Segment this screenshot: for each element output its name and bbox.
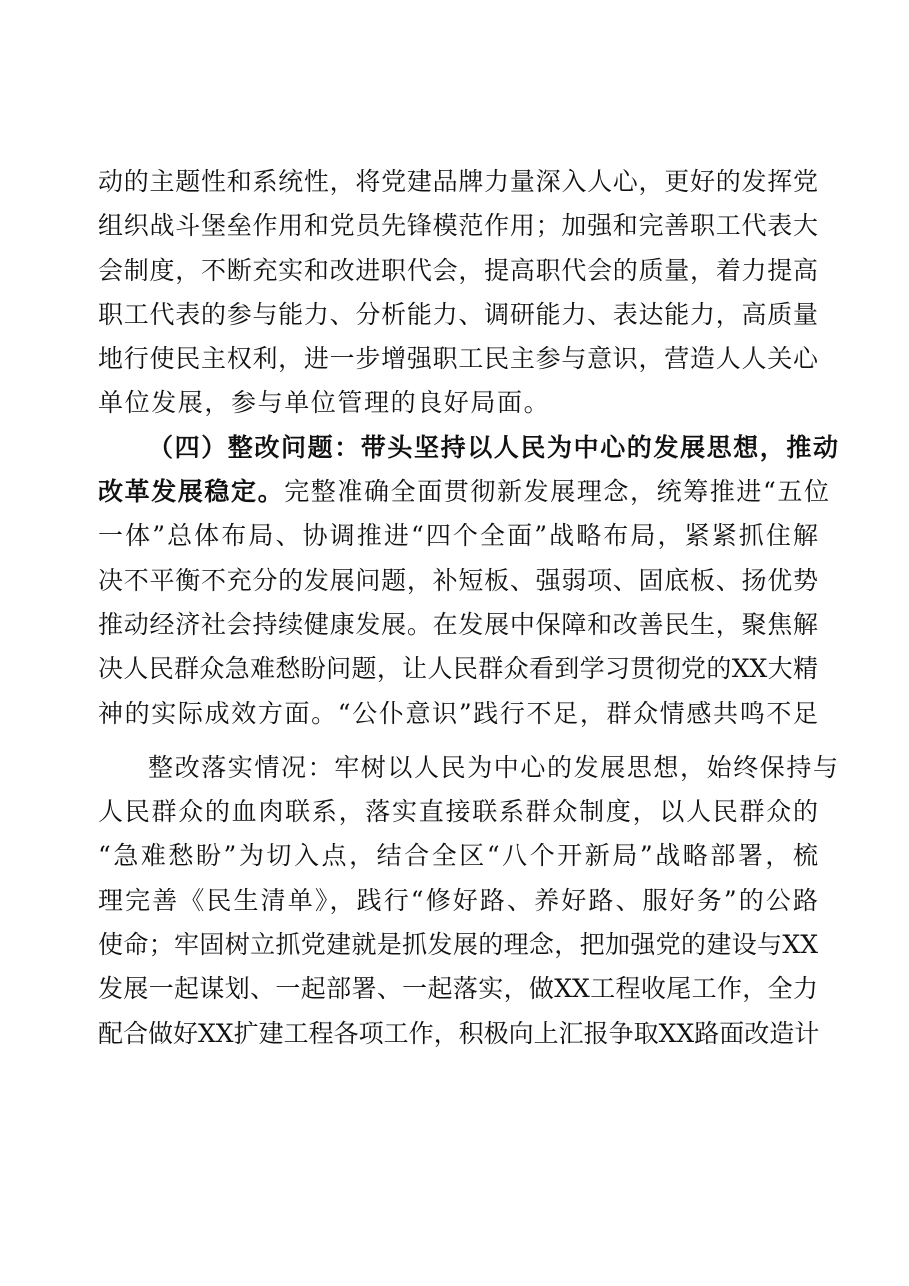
- text-line: 决不平衡不充分的发展问题，补短板、强弱项、固底板、扬优势: [98, 565, 818, 595]
- text-line: 理完善《民生清单》，践行“修好路、养好路、服好务”的公路: [98, 885, 818, 915]
- text-line: “急难愁盼”为切入点，结合全区“八个开新局”战略部署，梳: [98, 841, 818, 871]
- document-body: [98, 160, 840, 1056]
- text-line: 推动经济社会持续健康发展。在发展中保障和改善民生，聚焦解: [98, 609, 818, 639]
- text-line: 决人民群众急难愁盼问题，让人民群众看到学习贯彻党的XX大精: [98, 654, 818, 684]
- section-heading: （四）整改问题：带头坚持以人民为中心的发展思想，推动: [148, 432, 840, 462]
- text-line: 动的主题性和系统性，将党建品牌力量深入人心，更好的发挥党: [98, 167, 818, 196]
- paragraph: [98, 746, 840, 1056]
- text-line: 一体”总体布局、协调推进“四个全面”战略布局，紧紧抓住解: [98, 521, 818, 551]
- paragraph: [98, 426, 840, 736]
- text-line: 单位发展，参与单位管理的良好局面。: [98, 388, 551, 418]
- text-line: 地行使民主权利，进一步增强职工民主参与意识，营造人人关心: [98, 344, 818, 374]
- text-line: 整改落实情况：牢树以人民为中心的发展思想，始终保持与: [148, 752, 840, 782]
- paragraph: [98, 160, 818, 426]
- text-line: 会制度，不断充实和改进职代会，提高职代会的质量，着力提高: [98, 255, 818, 285]
- text-line: 人民群众的血肉联系，落实直接联系群众制度，以人民群众的: [98, 797, 818, 827]
- text-line: 使命；牢固树立抓党建就是抓发展的理念，把加强党的建设与XX: [98, 930, 818, 960]
- text-line: 职工代表的参与能力、分析能力、调研能力、表达能力，高质量: [98, 299, 818, 329]
- text-line: 发展一起谋划、一起部署、一起落实，做XX工程收尾工作，全力: [98, 974, 818, 1004]
- text-span: 完整准确全面贯彻新发展理念，统筹推进“五位: [284, 477, 831, 507]
- text-line: 组织战斗堡垒作用和党员先锋模范作用；加强和完善职工代表大: [98, 211, 818, 241]
- text-line: 神的实际成效方面。“公仆意识”践行不足，群众情感共鸣不足: [98, 698, 818, 728]
- section-heading-continuation: 改革发展稳定。: [98, 477, 285, 507]
- text-line: 配合做好XX扩建工程各项工作，积极向上汇报争取XX路面改造计: [98, 1018, 820, 1048]
- text-line: [98, 470, 831, 514]
